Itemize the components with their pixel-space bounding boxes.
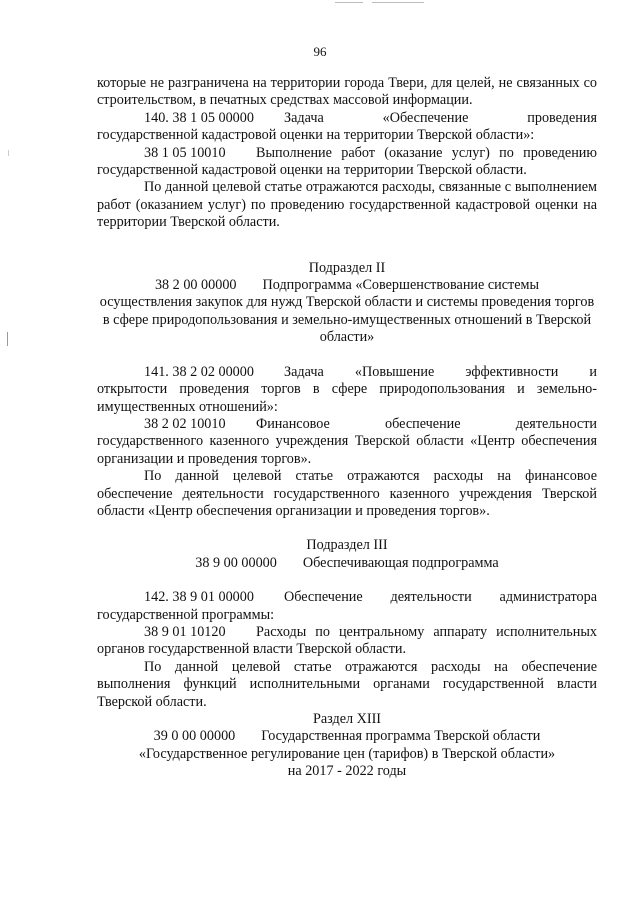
subsection-heading: Подраздел II [308,259,386,276]
scan-artifact [7,332,8,346]
entry-code: 38 9 01 10120 [144,623,226,640]
subsection-code: 38 9 00 00000 [195,554,277,571]
entry-text: Расходы по центральному аппарату исполнительных [256,623,597,640]
section-code: 39 0 00 00000 [153,728,236,745]
subsection-title: Обеспечивающая подпрограмма [302,554,499,571]
subsection-code: 38 2 00 00000 [154,277,237,294]
entry-text-cont: государственной кадастровой оценки на территории Тверской области. [97,162,527,179]
item-word: администратора [499,589,597,606]
entry-code: 38 1 05 10010 [144,144,226,161]
description-paragraph: По данной целевой статье отражаются расходы, связанные с выполнением работ (оказанием услуг) по проведению государственной кадастровой оценки на территории Тверской области. [97,179,597,231]
scan-artifact [8,150,9,156]
item-number: 140. 38 1 05 00000 [144,109,254,126]
continuation-paragraph: которые не разграничена на территории города Твери, для целей, не связанных со строительством, в печатных средствах массовой информации. [97,75,597,109]
item-number: 141. 38 2 02 00000 [144,363,254,380]
scan-artifact [335,2,363,3]
item-word: деятельности [390,589,472,606]
entry-text-cont: органов государственной власти Тверской области. [97,641,407,658]
item-word: Обеспечение [284,589,363,606]
item-text: открытости проведения торгов в сфере природопользования и земельно-имущественных отношений»: [97,381,597,415]
item-word: «Обеспечение [382,109,469,126]
item-word: и [589,363,597,380]
document-body [97,75,597,781]
item-text: государственной программы: [97,606,275,623]
item-word: эффективности [465,363,559,380]
page-number: 96 [313,44,327,59]
entry-38901 [97,624,597,659]
item-number: 142. 38 9 01 00000 [144,589,254,606]
entry-38105 [97,145,597,180]
section-heading: Раздел XIII [312,711,382,727]
section-title: Государственная программа Тверской области [261,728,541,745]
description-paragraph: По данной целевой статье отражаются расходы на обеспечение выполнения функций исполнительными органами государственной власти Тверской области. [97,658,597,710]
entry-38202 [97,416,597,468]
section-13 [97,711,597,781]
item-word: проведения [527,109,597,126]
entry-text-cont: государственного казенного учреждения Тверской области «Центр обеспечения организации и проведения торгов». [97,433,597,467]
item-word: «Повышение [354,363,435,380]
subsection-heading: Подраздел III [306,537,388,554]
item-141 [97,364,597,416]
subsection-3 [97,537,597,572]
section-title-line: на 2017 - 2022 годы [287,763,407,780]
subsection-title: Подпрограмма «Совершенствование системы [262,277,540,294]
entry-word: обеспечение [385,415,461,432]
subsection-2 [97,260,597,347]
item-text: государственной кадастровой оценки на территории Тверской области»: [97,127,535,144]
item-word: Задача [284,363,324,380]
scan-artifact [372,2,424,3]
entry-word: деятельности [515,415,597,432]
item-word: Задача [284,109,324,126]
item-140 [97,110,597,145]
subsection-title-cont: осуществления закупок для нужд Тверской области и системы проведения торгов в сфере природопользования и земельно-имущественных отношений в Тверской области» [99,294,595,346]
entry-text: Выполнение работ (оказание услуг) по проведению [256,144,597,161]
entry-word: Финансовое [256,415,330,432]
entry-code: 38 2 02 10010 [144,415,226,432]
section-title-line: «Государственное регулирование цен (тарифов) в Тверской области» [138,745,556,762]
item-142 [97,589,597,624]
description-paragraph: По данной целевой статье отражаются расходы на финансовое обеспечение деятельности государственного казенного учреждения Тверской области «Центр обеспечения организации и проведения торгов». [97,468,597,519]
